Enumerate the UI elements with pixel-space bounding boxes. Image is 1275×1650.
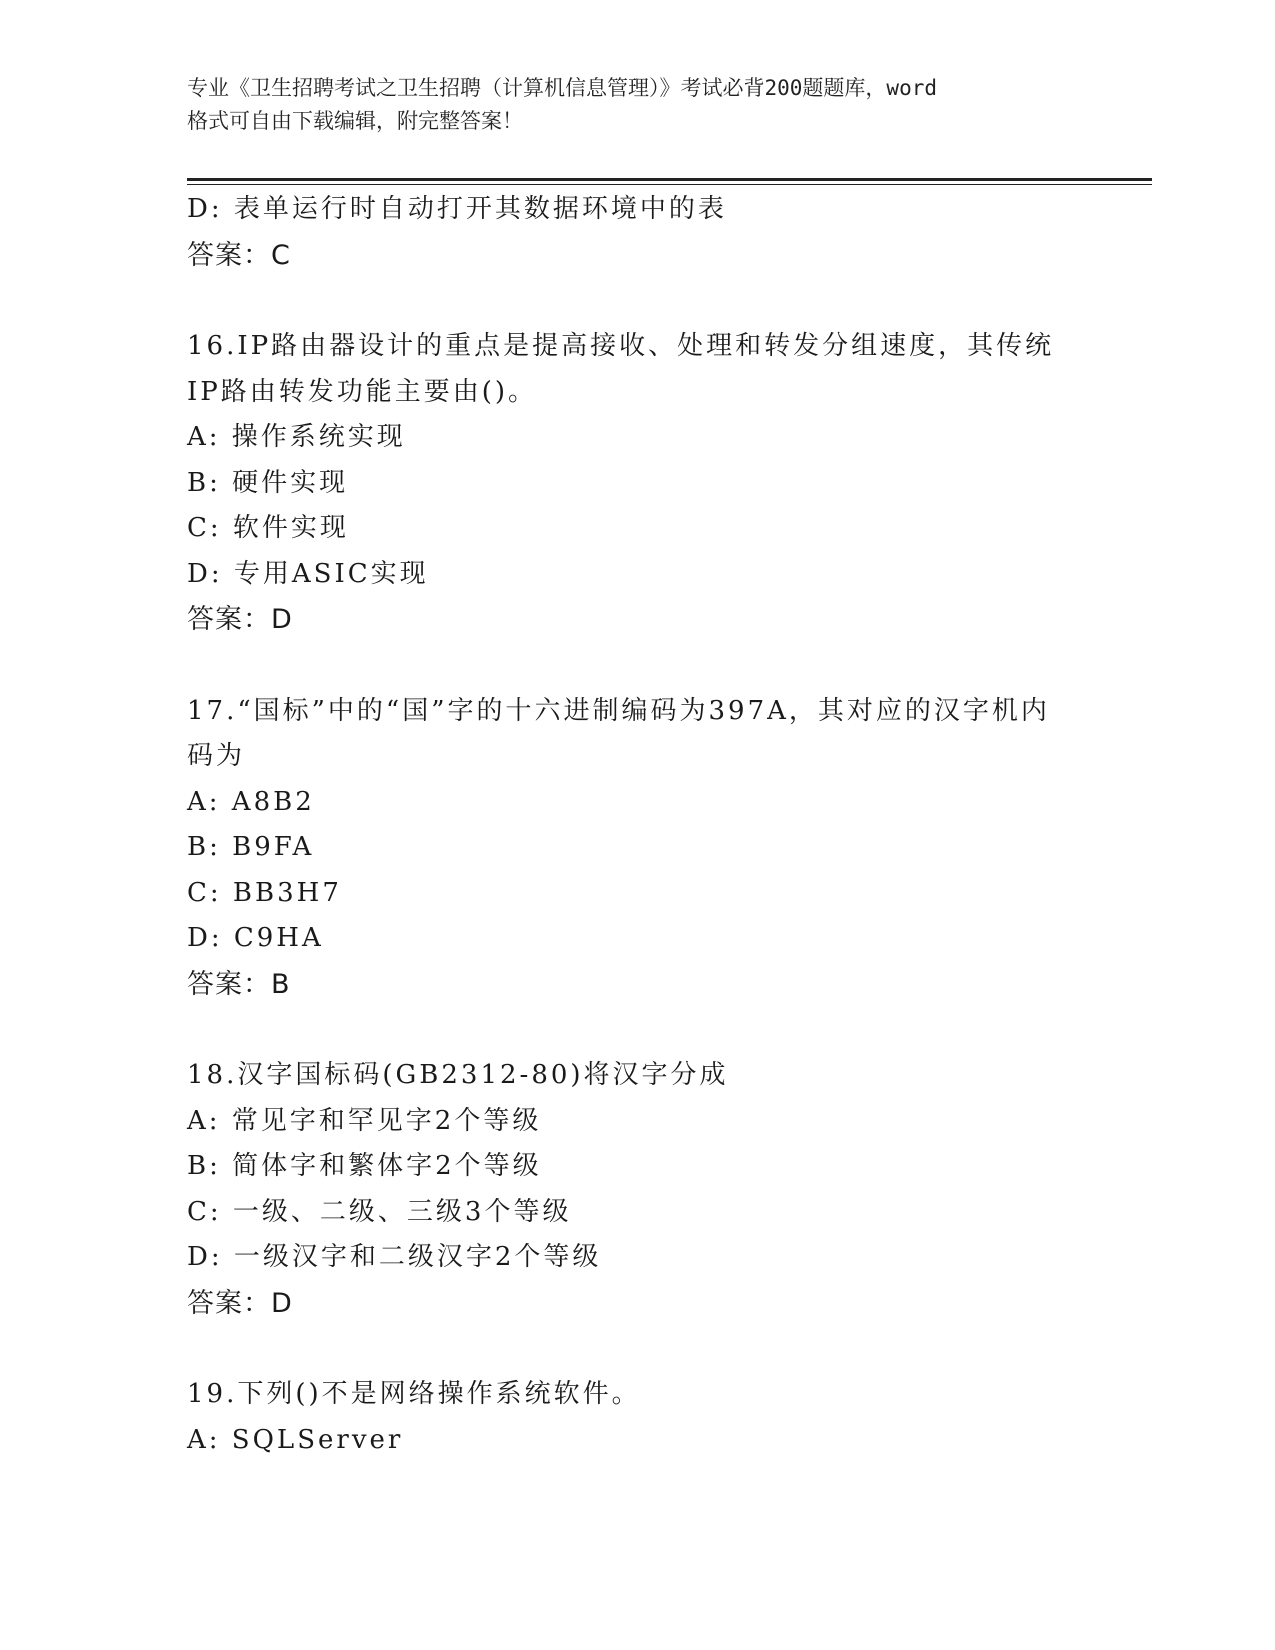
header-line-1: 专业《卫生招聘考试之卫生招聘（计算机信息管理）》考试必背200题题库，word <box>187 76 937 100</box>
question-list <box>187 187 1117 1463</box>
question-gap <box>187 643 1117 689</box>
question-16-option-b: B: 硬件实现 <box>187 467 349 498</box>
question-18-option-c: C: 一级、二级、三级3个等级 <box>187 1196 572 1227</box>
question-17-stem-line-1: 17.“国标”中的“国”字的十六进制编码为397A，其对应的汉字机内 <box>187 695 1050 726</box>
header-rule-thin <box>187 184 1152 185</box>
question-16-answer: 答案：D <box>187 604 293 635</box>
question-gap <box>187 1007 1117 1053</box>
header-line-2: 格式可自由下载编辑，附完整答案！ <box>187 109 523 133</box>
question-17-option-b: B: B9FA <box>187 832 315 862</box>
question-16-option-c: C: 软件实现 <box>187 513 349 543</box>
question-16-stem-line-1: 16.IP路由器设计的重点是提高接收、处理和转发分组速度，其传统 <box>187 331 1055 361</box>
question-18-option-a: A: 常见字和罕见字2个等级 <box>187 1105 542 1136</box>
question-18-option-d: D: 一级汉字和二级汉字2个等级 <box>187 1242 602 1272</box>
question-19 <box>187 1372 1117 1463</box>
question-18-option-b: B: 简体字和繁体字2个等级 <box>187 1151 542 1181</box>
question-16-stem-line-2: IP路由转发功能主要由()。 <box>187 376 538 407</box>
question-18-answer: 答案：D <box>187 1287 293 1319</box>
question-17-option-c: C: BB3H7 <box>187 877 342 908</box>
question-17-option-a: A: A8B2 <box>187 786 315 817</box>
question-16 <box>187 324 1117 643</box>
header-rule-thick <box>187 178 1152 181</box>
prev-answer: 答案：C <box>187 239 291 271</box>
question-17-stem-line-2: 码为 <box>187 741 246 771</box>
question-17-option-d: D: C9HA <box>187 923 324 953</box>
question-gap <box>187 278 1117 324</box>
question-16-option-d: D: 专用ASIC实现 <box>187 558 429 589</box>
question-19-stem-line-1: 19.下列()不是网络操作系统软件。 <box>187 1379 641 1409</box>
document-header <box>187 72 1087 138</box>
question-gap <box>187 1326 1117 1372</box>
question-17 <box>187 689 1117 1008</box>
question-16-option-a: A: 操作系统实现 <box>187 422 406 452</box>
question-19-option-a: A: SQLServer <box>187 1424 404 1455</box>
question-18 <box>187 1053 1117 1326</box>
question-18-stem-line-1: 18.汉字国标码(GB2312-80)将汉字分成 <box>187 1060 729 1090</box>
prev-option-d: D: 表单运行时自动打开其数据环境中的表 <box>187 194 727 224</box>
question-17-answer: 答案：B <box>187 968 291 1000</box>
